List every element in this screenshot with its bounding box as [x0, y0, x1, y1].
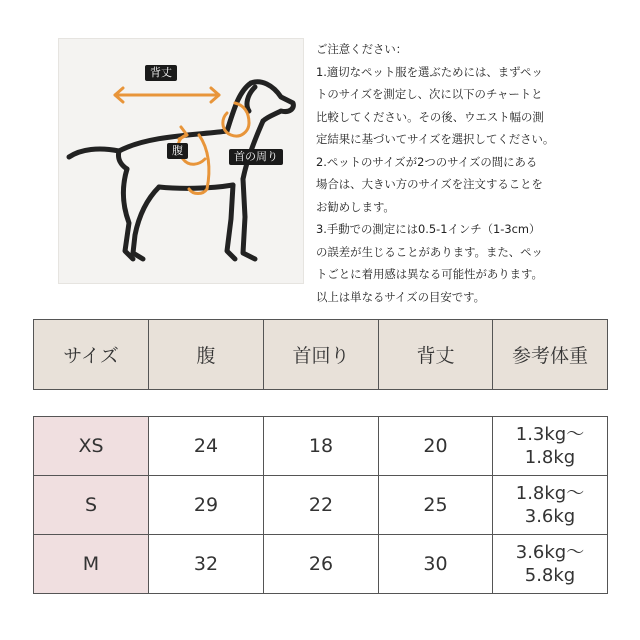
size-cell: XS	[34, 417, 149, 476]
header-row	[34, 320, 608, 390]
size-table-header	[33, 319, 608, 390]
size-cell: S	[34, 476, 149, 535]
notes-line: 2.ペットのサイズが2つのサイズの間にある	[316, 154, 538, 169]
measurement-guide-image	[58, 38, 304, 284]
weight-min: 1.8kg〜	[515, 483, 585, 504]
back-cell: 25	[379, 476, 493, 535]
notes-line: 1.適切なペット服を選ぶためには、まずペッ	[316, 64, 543, 79]
back-cell: 20	[379, 417, 493, 476]
table-row	[34, 535, 608, 594]
header-back: 背丈	[379, 320, 493, 390]
notes-line: お勧めします。	[316, 199, 395, 214]
weight-cell	[493, 417, 608, 476]
notes-line: の誤差が生じることがあります。また、ペッ	[316, 244, 543, 259]
weight-cell	[493, 476, 608, 535]
table-row	[34, 417, 608, 476]
header-neck: 首回り	[264, 320, 379, 390]
belly-label: 腹	[167, 143, 188, 159]
weight-min: 1.3kg〜	[515, 424, 585, 445]
notes-line: トのサイズを測定し、次に以下のチャートと	[316, 87, 543, 101]
belly-cell: 29	[149, 476, 264, 535]
belly-cell: 24	[149, 417, 264, 476]
notes-line: 以上は単なるサイズの目安です。	[316, 289, 486, 304]
notes-line: トごとに着用感は異なる可能性があります。	[316, 267, 543, 281]
header-size: サイズ	[34, 320, 149, 390]
size-table-body	[33, 416, 608, 594]
neck-cell: 26	[264, 535, 379, 594]
weight-cell	[493, 535, 608, 594]
back-cell: 30	[379, 535, 493, 594]
weight-max: 1.8kg	[524, 447, 576, 468]
notes-line: ご注意ください：	[316, 42, 408, 56]
weight-max: 5.8kg	[524, 565, 576, 586]
size-cell: M	[34, 535, 149, 594]
notes-line: 場合は、大きい方のサイズを注文することを	[316, 177, 543, 191]
belly-cell: 32	[149, 535, 264, 594]
weight-max: 3.6kg	[524, 506, 576, 527]
caution-notes	[316, 38, 606, 308]
weight-min: 3.6kg〜	[515, 542, 585, 563]
neck-cell: 22	[264, 476, 379, 535]
table-row	[34, 476, 608, 535]
notes-line: 比較してください。その後、ウエスト幅の測	[316, 109, 544, 124]
back-length-label: 背丈	[145, 65, 177, 81]
neck-cell: 18	[264, 417, 379, 476]
notes-line: 定結果に基づいてサイズを選択してください。	[316, 132, 555, 146]
neck-label: 首の周り	[229, 149, 283, 165]
header-belly: 腹	[149, 320, 264, 390]
header-weight: 参考体重	[493, 320, 608, 390]
notes-line: 3.手動での測定には0.5-1インチ（1-3cm）	[316, 222, 541, 236]
